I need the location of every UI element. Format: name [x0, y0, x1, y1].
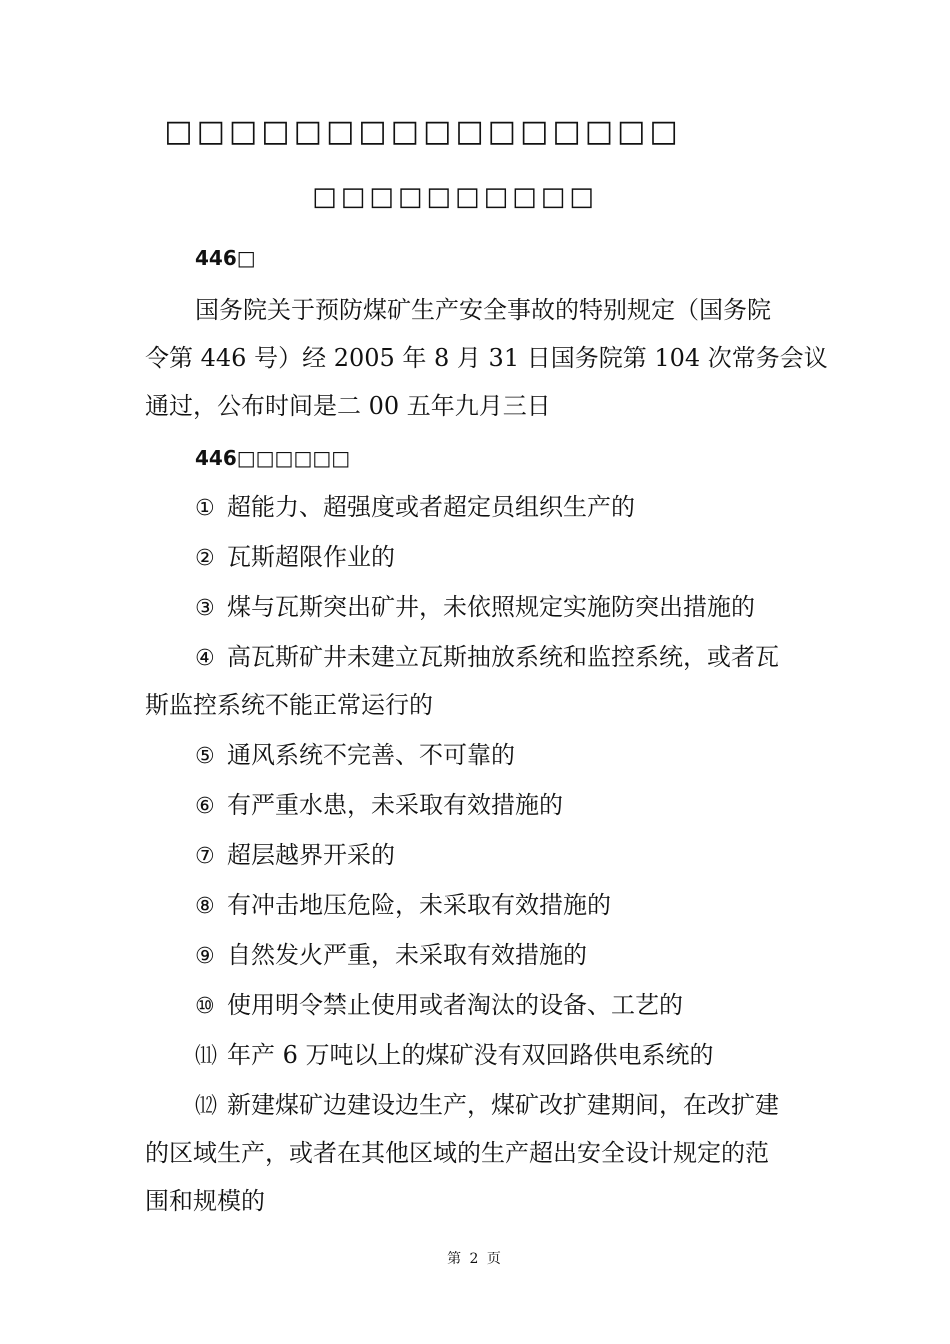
item-number: ⑩: [195, 994, 215, 1019]
item-text-continued: 围和规模的: [145, 1187, 265, 1215]
item-text: 通风系统不完善、不可靠的: [227, 741, 515, 769]
intro-line-3: 通过，公布时间是二 00 五年九月三日: [145, 392, 551, 420]
item-number: ⑾: [195, 1044, 218, 1069]
list-item: [145, 880, 810, 928]
item-number: ⑥: [195, 794, 215, 819]
item-number: ⑿: [195, 1094, 218, 1119]
list-item: [145, 980, 810, 1028]
item-text: 自然发火严重，未采取有效措施的: [227, 941, 587, 969]
item-number: ④: [195, 646, 215, 671]
item-text: 新建煤矿边建设边生产，煤矿改扩建期间，在改扩建: [227, 1091, 779, 1119]
list-item: [145, 582, 810, 630]
list-item: [145, 730, 810, 778]
page-number: 第 2 页: [447, 1251, 503, 1267]
list-item: [145, 632, 810, 728]
item-text: 高瓦斯矿井未建立瓦斯抽放系统和监控系统，或者瓦: [227, 643, 779, 671]
item-number: ⑦: [195, 844, 215, 869]
item-text: 年产 6 万吨以上的煤矿没有双回路供电系统的: [227, 1041, 714, 1069]
section-heading-1: 446□: [195, 246, 256, 270]
list-item: [145, 1030, 810, 1078]
item-text: 超层越界开采的: [227, 841, 395, 869]
item-number: ③: [195, 596, 215, 621]
item-number: ⑤: [195, 744, 215, 769]
item-text-continued: 斯监控系统不能正常运行的: [145, 691, 433, 719]
item-number: ②: [195, 546, 215, 571]
item-text: 煤与瓦斯突出矿井，未依照规定实施防突出措施的: [227, 593, 755, 621]
list-item: [145, 482, 810, 530]
item-number: ⑨: [195, 944, 215, 969]
list-item: [145, 780, 810, 828]
list-item: [145, 830, 810, 878]
item-text: 超能力、超强度或者超定员组织生产的: [227, 493, 635, 521]
section-heading-2: 446□□□□□□: [195, 446, 351, 470]
item-text-continued: 的区域生产，或者在其他区域的生产超出安全设计规定的范: [145, 1139, 769, 1167]
item-text: 有冲击地压危险，未采取有效措施的: [227, 891, 611, 919]
intro-line-2: 令第 446 号）经 2005 年 8 月 31 日国务院第 104 次常务会议: [145, 344, 828, 372]
list-item: [145, 930, 810, 978]
document-title: □□□□□□□□□□□□□□□□: [164, 114, 682, 149]
intro-line-1: 国务院关于预防煤矿生产安全事故的特别规定（国务院: [195, 296, 771, 324]
intro-paragraph: [145, 286, 828, 430]
item-number: ⑧: [195, 894, 215, 919]
item-text: 瓦斯超限作业的: [227, 543, 395, 571]
item-text: 有严重水患，未采取有效措施的: [227, 791, 563, 819]
list-item: [145, 1080, 810, 1224]
item-text: 使用明令禁止使用或者淘汰的设备、工艺的: [227, 991, 683, 1019]
document-subtitle: □□□□□□□□□□: [312, 182, 598, 212]
item-number: ①: [195, 496, 215, 521]
list-item: [145, 532, 810, 580]
